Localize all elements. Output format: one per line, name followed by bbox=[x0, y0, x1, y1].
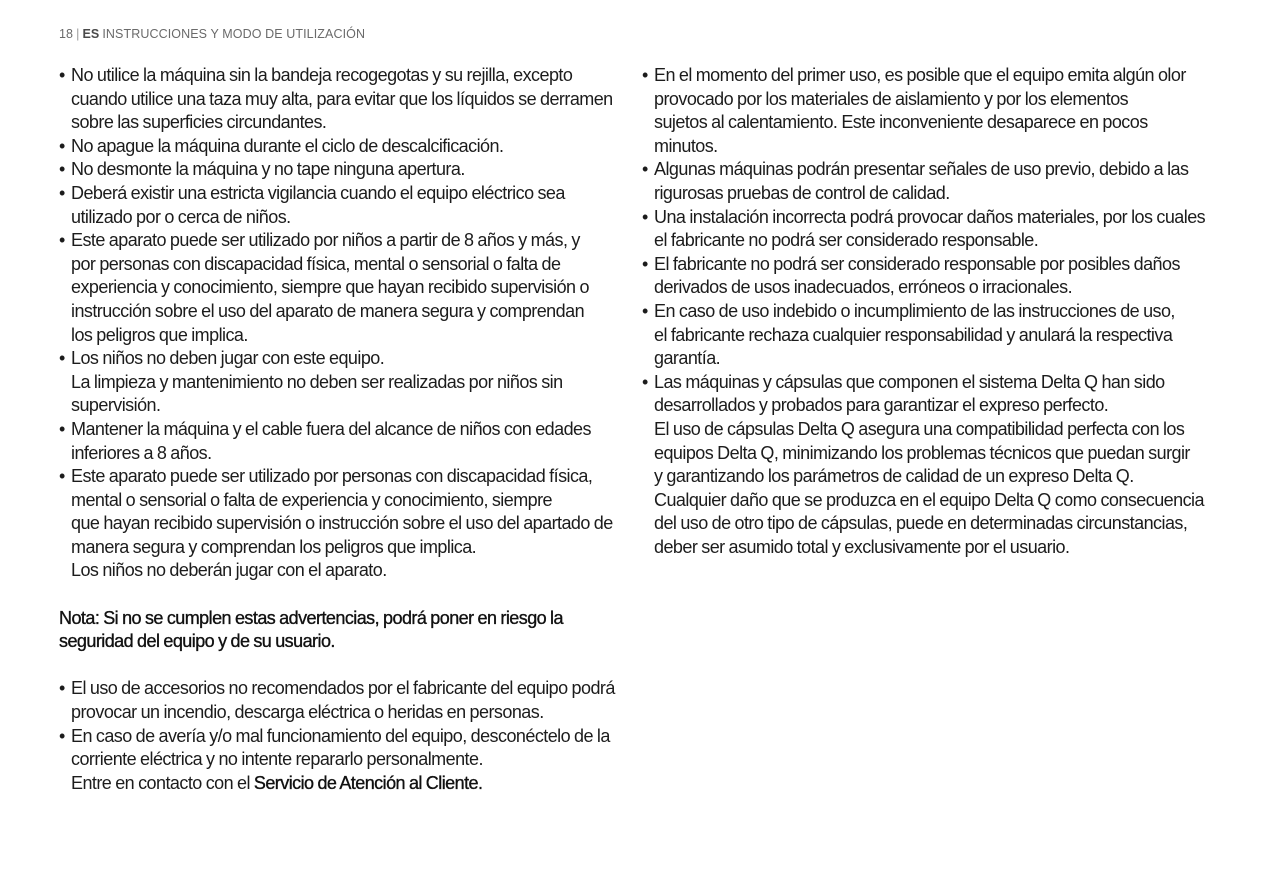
bullet-item bbox=[59, 135, 634, 159]
bullet-text-line: provocar un incendio, descarga eléctrica o heridas en personas. bbox=[71, 702, 544, 723]
bullet-text-line: En el momento del primer uso, es posible que el equipo emita algún olor bbox=[654, 65, 1186, 85]
bullet-text-line: instrucción sobre el uso del aparato de manera segura y comprendan bbox=[71, 300, 585, 321]
bullet-icon: • bbox=[642, 300, 648, 321]
bullet-icon: • bbox=[59, 135, 65, 156]
bullet-text-line: minutos. bbox=[654, 135, 718, 156]
bullet-text-line: garantía. bbox=[654, 348, 721, 369]
bullet-item bbox=[59, 64, 634, 135]
bullet-icon: • bbox=[642, 253, 648, 274]
bullet-text-line: rigurosas pruebas de control de calidad. bbox=[654, 182, 950, 203]
bullet-text-line: En caso de uso indebido o incumplimiento de las instrucciones de uso, bbox=[654, 300, 1175, 321]
bullet-item bbox=[59, 677, 634, 724]
contact-prefix: Entre en contacto con el bbox=[71, 772, 254, 793]
bullet-item bbox=[642, 206, 1217, 253]
bullet-text-line: del uso de otro tipo de cápsulas, puede en determinadas circunstancias, bbox=[654, 513, 1188, 534]
bullet-text-line: que hayan recibido supervisión o instrucción sobre el uso del apartado de bbox=[71, 513, 613, 534]
bullet-item bbox=[642, 300, 1217, 371]
bullet-icon: • bbox=[642, 206, 648, 227]
bullet-text-line: Las máquinas y cápsulas que componen el sistema Delta Q han sido bbox=[654, 371, 1165, 392]
bullet-text-line: los peligros que implica. bbox=[71, 324, 248, 345]
bullet-icon: • bbox=[59, 725, 65, 746]
bullet-text-line: supervisión. bbox=[71, 395, 161, 416]
bullet-text-line: sujetos al calentamiento. Este inconveniente desaparece en pocos bbox=[654, 112, 1148, 133]
bullet-icon: • bbox=[59, 65, 65, 85]
bullet-icon: • bbox=[642, 371, 648, 392]
bullet-text-line: inferiores a 8 años. bbox=[71, 442, 212, 463]
bullet-text-line: y garantizando los parámetros de calidad de un expreso Delta Q. bbox=[654, 466, 1134, 487]
customer-service-link: Servicio de Atención al Cliente. bbox=[253, 772, 483, 793]
bullet-text-line: Mantener la máquina y el cable fuera del alcance de niños con edades bbox=[71, 418, 591, 439]
bullet-icon: • bbox=[59, 466, 65, 487]
bullet-icon: • bbox=[59, 418, 65, 439]
bullet-icon: • bbox=[59, 182, 65, 203]
bullet-text-line: el fabricante no podrá ser considerado responsable. bbox=[654, 230, 1039, 251]
left-column bbox=[59, 64, 634, 795]
left-bullet-list-2 bbox=[59, 677, 634, 771]
bullet-text-line: El fabricante no podrá ser considerado responsable por posibles daños bbox=[654, 253, 1180, 274]
bullet-text-line: cuando utilice una taza muy alta, para evitar que los líquidos se derramen bbox=[71, 88, 613, 109]
bullet-text-line: Este aparato puede ser utilizado por personas con discapacidad física, bbox=[71, 466, 593, 487]
left-bullet-list bbox=[59, 64, 634, 583]
bullet-text-line: el fabricante rechaza cualquier responsabilidad y anulará la respectiva bbox=[654, 324, 1173, 345]
bullet-text-line: manera segura y comprendan los peligros que implica. bbox=[71, 536, 477, 557]
bullet-text-line: Los niños no deben jugar con este equipo. bbox=[71, 348, 385, 369]
bullet-item bbox=[59, 182, 634, 229]
bullet-text-line: Los niños no deberán jugar con el aparato. bbox=[71, 560, 387, 581]
bullet-text-line: sobre las superficies circundantes. bbox=[71, 112, 327, 133]
bullet-icon: • bbox=[59, 348, 65, 369]
safety-note bbox=[59, 607, 634, 654]
bullet-icon: • bbox=[59, 678, 65, 699]
section-title: INSTRUCCIONES Y MODO DE UTILIZACIÓN bbox=[102, 27, 366, 41]
page-header bbox=[59, 27, 365, 41]
bullet-text-line: El uso de cápsulas Delta Q asegura una compatibilidad perfecta con los bbox=[654, 418, 1185, 439]
bullet-text-line: La limpieza y mantenimiento no deben ser realizadas por niños sin bbox=[71, 371, 563, 392]
bullet-text-line: por personas con discapacidad física, mental o sensorial o falta de bbox=[71, 253, 561, 274]
right-column bbox=[642, 64, 1217, 559]
bullet-text-line: experiencia y conocimiento, siempre que hayan recibido supervisión o bbox=[71, 277, 589, 298]
note-text-line: Nota: Si no se cumplen estas advertencias, podrá poner en riesgo la bbox=[59, 607, 563, 628]
page-number: 18 bbox=[59, 27, 74, 41]
bullet-text-line: corriente eléctrica y no intente repararlo personalmente. bbox=[71, 749, 483, 770]
language-code: ES bbox=[82, 27, 100, 41]
bullet-text-line: mental o sensorial o falta de experiencia y conocimiento, siempre bbox=[71, 489, 553, 510]
bullet-text-line: desarrollados y probados para garantizar el expreso perfecto. bbox=[654, 395, 1109, 416]
bullet-item bbox=[642, 371, 1217, 560]
bullet-text-line: derivados de usos inadecuados, erróneos o irracionales. bbox=[654, 277, 1073, 298]
bullet-item bbox=[59, 465, 634, 583]
contact-line bbox=[59, 772, 634, 796]
bullet-item bbox=[642, 64, 1217, 158]
bullet-text-line: Deberá existir una estricta vigilancia cuando el equipo eléctrico sea bbox=[71, 182, 565, 203]
bullet-text-line: utilizado por o cerca de niños. bbox=[71, 206, 291, 227]
bullet-text-line: No apague la máquina durante el ciclo de descalcificación. bbox=[71, 135, 504, 156]
note-text-line: seguridad del equipo y de su usuario. bbox=[59, 631, 335, 652]
header-separator: | bbox=[76, 27, 80, 41]
bullet-text-line: provocado por los materiales de aislamiento y por los elementos bbox=[654, 88, 1129, 109]
bullet-text-line: En caso de avería y/o mal funcionamiento del equipo, desconéctelo de la bbox=[71, 725, 610, 746]
bullet-item bbox=[59, 418, 634, 465]
bullet-text-line: Algunas máquinas podrán presentar señales de uso previo, debido a las bbox=[654, 159, 1189, 180]
right-bullet-list bbox=[642, 64, 1217, 559]
bullet-item bbox=[642, 253, 1217, 300]
bullet-icon: • bbox=[642, 159, 648, 180]
bullet-text-line: Cualquier daño que se produzca en el equipo Delta Q como consecuencia bbox=[654, 489, 1204, 510]
bullet-item bbox=[59, 229, 634, 347]
bullet-text-line: Una instalación incorrecta podrá provocar daños materiales, por los cuales bbox=[654, 206, 1206, 227]
bullet-text-line: Este aparato puede ser utilizado por niños a partir de 8 años y más, y bbox=[71, 230, 580, 251]
bullet-text-line: No utilice la máquina sin la bandeja recogegotas y su rejilla, excepto bbox=[71, 65, 573, 85]
bullet-icon: • bbox=[642, 65, 648, 85]
bullet-item bbox=[59, 347, 634, 418]
bullet-item bbox=[642, 158, 1217, 205]
bullet-text-line: deber ser asumido total y exclusivamente por el usuario. bbox=[654, 536, 1070, 557]
bullet-text-line: equipos Delta Q, minimizando los problemas técnicos que puedan surgir bbox=[654, 442, 1190, 463]
bullet-icon: • bbox=[59, 159, 65, 180]
bullet-icon: • bbox=[59, 230, 65, 251]
bullet-item bbox=[59, 725, 634, 772]
bullet-text-line: No desmonte la máquina y no tape ninguna apertura. bbox=[71, 159, 465, 180]
bullet-item bbox=[59, 158, 634, 182]
bullet-text-line: El uso de accesorios no recomendados por el fabricante del equipo podrá bbox=[71, 678, 615, 699]
